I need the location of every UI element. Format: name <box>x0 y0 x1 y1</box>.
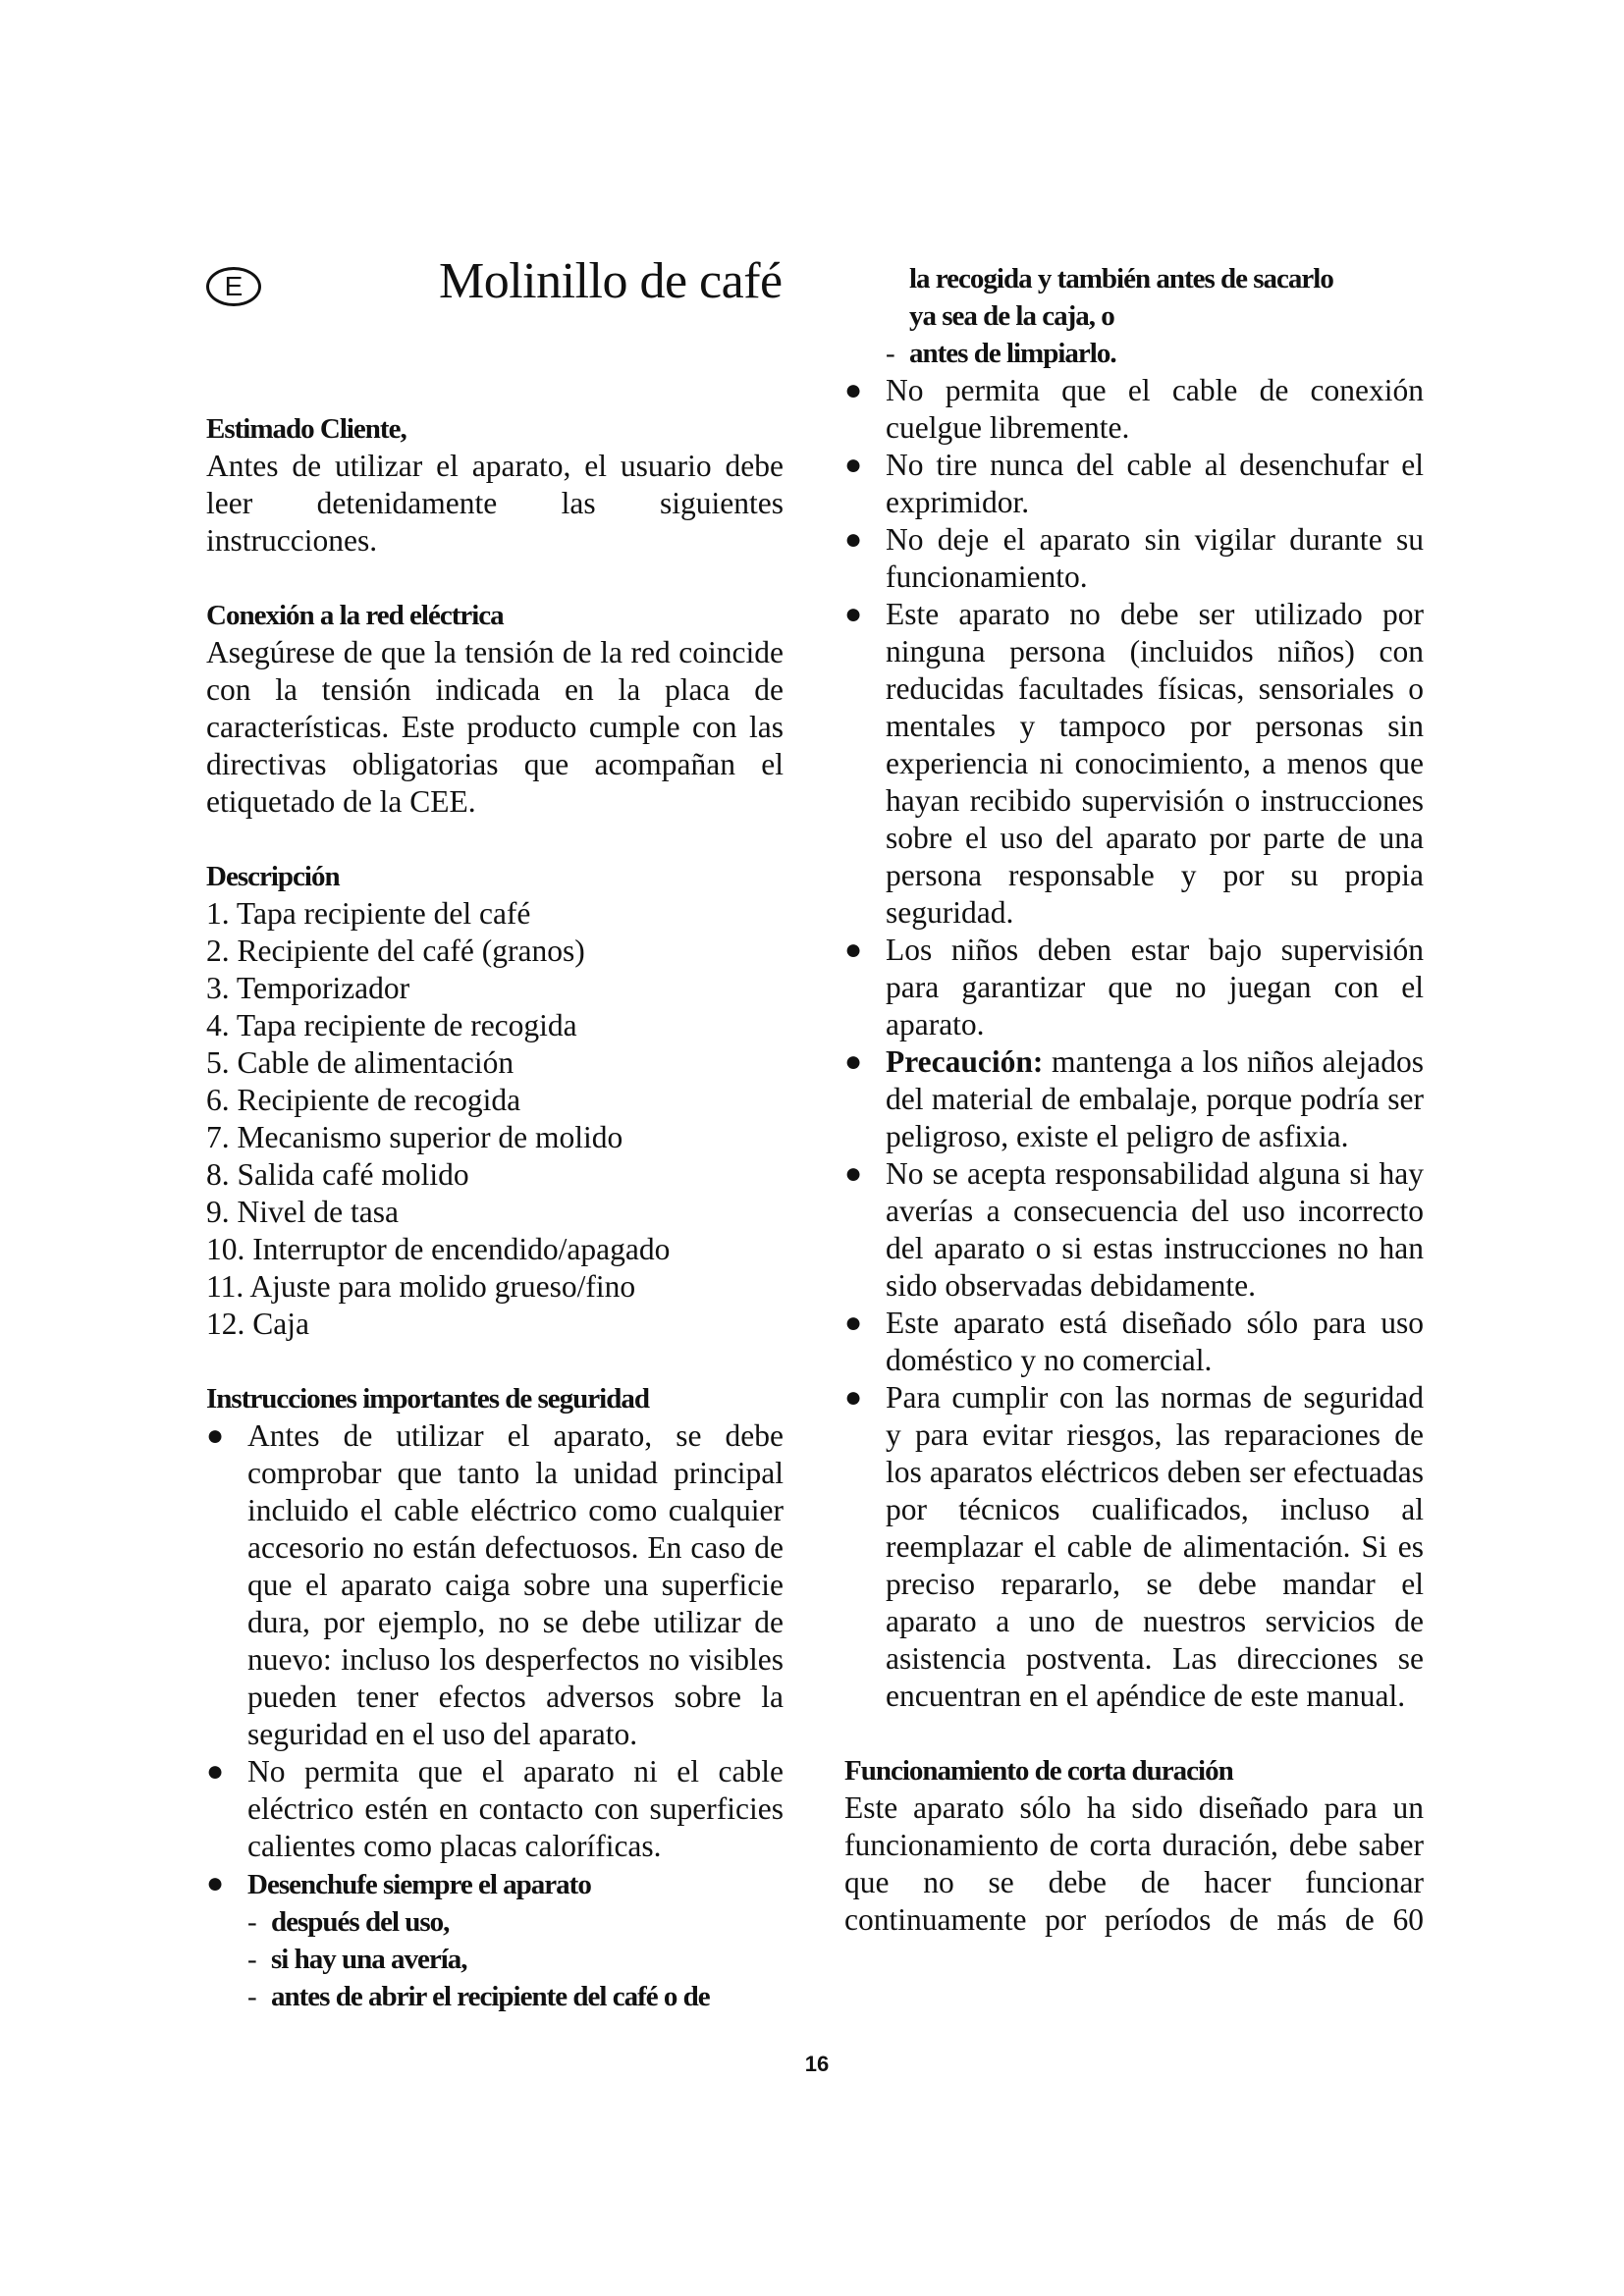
dash-item: - antes de abrir el recipiente del café o de <box>247 1981 710 2012</box>
greeting-section <box>206 410 784 560</box>
safety-bullet <box>844 372 1424 447</box>
safety-bullet <box>206 1417 784 1753</box>
short-operation-section <box>844 1752 1424 1939</box>
connection-section <box>206 597 784 821</box>
connection-heading: Conexión a la red eléctrica <box>206 600 504 631</box>
bullet-icon: ● <box>206 1419 225 1452</box>
unplug-conditions-continued <box>844 335 1424 372</box>
bullet-icon: ● <box>844 1157 863 1190</box>
short-operation-text: Este aparato sólo ha sido diseñado para un funcionamiento de corta duración, debe saber que no se debe de hacer funcionar continuamente por períodos de más de 60 <box>844 1790 1424 1937</box>
description-item: 3. Temporizador <box>206 971 410 1005</box>
description-item: 1. Tapa recipiente del café <box>206 896 531 931</box>
caution-label: Precaución: <box>886 1044 1044 1079</box>
safety-heading: Instrucciones importantes de seguridad <box>206 1383 649 1415</box>
right-column <box>844 260 1424 1939</box>
bullet-text: Desenchufe siempre el aparato <box>247 1869 591 1900</box>
greeting-heading: Estimado Cliente, <box>206 413 406 445</box>
safety-bullet <box>206 1753 784 1865</box>
dash-item-continuation: ya sea de la caja, o <box>909 300 1114 332</box>
description-item: 4. Tapa recipiente de recogida <box>206 1008 577 1042</box>
bullet-text: Este aparato está diseñado sólo para uso doméstico y no comercial. <box>886 1306 1424 1377</box>
bullet-icon: ● <box>844 1045 863 1078</box>
description-section <box>206 858 784 1343</box>
description-item: 10. Interruptor de encendido/apagado <box>206 1232 671 1266</box>
language-badge: E <box>206 267 261 306</box>
dash-item: - si hay una avería, <box>247 1944 467 1975</box>
safety-bullet <box>844 1043 1424 1155</box>
bullet-text: Los niños deben estar bajo supervisión para garantizar que no juegan con el aparato. <box>886 933 1424 1041</box>
description-item: 8. Salida café molido <box>206 1157 469 1192</box>
bullet-icon: ● <box>844 1381 863 1414</box>
description-heading: Descripción <box>206 861 340 892</box>
bullet-icon: ● <box>206 1867 225 1899</box>
description-item: 11. Ajuste para molido grueso/fino <box>206 1269 636 1304</box>
bullet-text: Antes de utilizar el aparato, se debe comprobar que tanto la unidad principal incluido el cable eléctrico como cualquier accesorio no están defectuosos. En caso de que el aparato caiga sobre una superficie dura, por ejemplo, no se debe utilizar de nuevo: incluso los desperfectos no visibles pueden tener efectos adversos sobre la seguridad en el uso del aparato. <box>247 1418 784 1751</box>
bullet-text: Para cumplir con las normas de seguridad y para evitar riesgos, las reparaciones de los aparatos eléctricos deben ser efectuadas por técnicos cualificados, incluso al reemplazar el cable de alimentación. Si es preciso repararlo, se debe mandar el aparato a uno de nuestros servicios de asistencia postventa. Las direcciones se encuentran en el apéndice de este manual. <box>886 1380 1424 1713</box>
safety-bullet <box>844 447 1424 521</box>
bullet-icon: ● <box>844 523 863 556</box>
safety-bullet <box>844 1305 1424 1379</box>
dash-item: - después del uso, <box>247 1906 450 1938</box>
description-item: 6. Recipiente de recogida <box>206 1083 521 1117</box>
description-item: 2. Recipiente del café (granos) <box>206 934 585 968</box>
bullet-text: mantenga a los niños alejados del material de embalaje, porque podría ser peligroso, existe el peligro de asfixia. <box>886 1044 1425 1153</box>
bullet-icon: ● <box>844 934 863 966</box>
greeting-text: Antes de utilizar el aparato, el usuario debe leer detenidamente las siguientes instrucciones. <box>206 449 784 558</box>
dash-item: - antes de limpiarlo. <box>886 338 1116 369</box>
safety-bullet <box>206 1865 784 1903</box>
bullet-text: No permita que el cable de conexión cuelgue libremente. <box>886 373 1424 445</box>
description-item: 7. Mecanismo superior de molido <box>206 1120 623 1154</box>
unplug-conditions <box>206 1903 784 2015</box>
bullet-text: No tire nunca del cable al desenchufar el exprimidor. <box>886 448 1424 519</box>
connection-text: Asegúrese de que la tensión de la red coincide con la tensión indicada en la placa de características. Este producto cumple con las directivas obligatorias que acompañan el etiquetado de la CEE. <box>206 635 784 819</box>
safety-bullet <box>844 596 1424 932</box>
short-operation-heading: Funcionamiento de corta duración <box>844 1755 1233 1787</box>
bullet-text: Este aparato no debe ser utilizado por ninguna persona (incluidos niños) con reducidas facultades físicas, sensoriales o mentales y tampoco por personas sin experiencia ni conocimiento, a menos que hayan recibido supervisión o instrucciones sobre el uso del aparato por parte de una persona responsable y por su propia seguridad. <box>886 597 1424 930</box>
page-number: 16 <box>804 2052 830 2076</box>
safety-bullet <box>844 1379 1424 1715</box>
dash-item-continuation: la recogida y también antes de sacarlo <box>909 263 1333 294</box>
page-title: Molinillo de café <box>439 253 783 309</box>
bullet-icon: ● <box>844 374 863 406</box>
safety-bullet <box>844 521 1424 596</box>
left-column <box>206 410 784 2015</box>
description-item: 12. Caja <box>206 1307 309 1341</box>
bullet-icon: ● <box>844 1307 863 1339</box>
description-item: 9. Nivel de tasa <box>206 1195 399 1229</box>
bullet-icon: ● <box>206 1755 225 1788</box>
safety-bullet <box>844 932 1424 1043</box>
bullet-icon: ● <box>844 598 863 630</box>
safety-bullet <box>844 1155 1424 1305</box>
safety-section <box>206 1380 784 2015</box>
bullet-text: No se acepta responsabilidad alguna si hay averías a consecuencia del uso incorrecto del aparato o si estas instrucciones no han sido observadas debidamente. <box>886 1156 1424 1303</box>
description-item: 5. Cable de alimentación <box>206 1045 514 1080</box>
bullet-icon: ● <box>844 449 863 481</box>
bullet-text: No deje el aparato sin vigilar durante su funcionamiento. <box>886 522 1424 594</box>
bullet-text: No permita que el aparato ni el cable eléctrico estén en contacto con superficies calientes como placas caloríficas. <box>247 1754 784 1863</box>
